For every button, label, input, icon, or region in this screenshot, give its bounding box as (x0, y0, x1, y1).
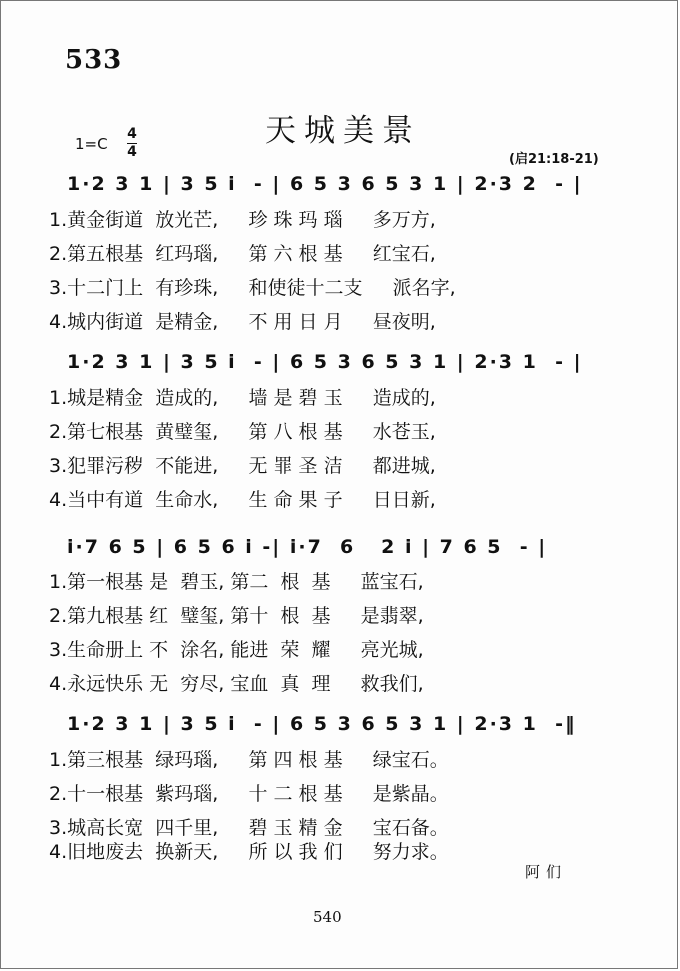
lyric-line: 2.第九根基 红 璧玺, 第十 根 基 是翡翠, (49, 605, 424, 627)
time-signature (127, 127, 137, 160)
scripture-reference: (启21:18-21) (509, 152, 599, 167)
notation-line: 1·2 3 1 | 3 5 i - | 6 5 3 6 5 3 1 | 2·3 2 - | (67, 173, 583, 195)
time-signature-top: 4 (127, 126, 137, 142)
lyric-line: 4.城内街道 是精金, 不 用 日 月 昼夜明, (49, 311, 436, 333)
lyric-line: 1.第一根基 是 碧玉, 第二 根 基 蓝宝石, (49, 571, 424, 593)
lyric-line: 1.黄金街道 放光芒, 珍 珠 玛 瑙 多万方, (49, 209, 436, 231)
notation-line: 1·2 3 1 | 3 5 i - | 6 5 3 6 5 3 1 | 2·3 1 - | (67, 351, 583, 373)
key-signature: 1=C (75, 135, 108, 153)
amen-text: 阿们 (525, 863, 568, 881)
page-number: 540 (313, 908, 342, 926)
notation-line: 1·2 3 1 | 3 5 i - | 6 5 3 6 5 3 1 | 2·3 1 -‖ (67, 713, 577, 735)
lyric-line: 2.第五根基 红玛瑙, 第 六 根 基 红宝石, (49, 243, 436, 265)
lyric-line: 2.第七根基 黄璧玺, 第 八 根 基 水苍玉, (49, 421, 436, 443)
lyric-line: 4.永远快乐 无 穷尽, 宝血 真 理 救我们, (49, 673, 424, 695)
lyric-line: 1.第三根基 绿玛瑙, 第 四 根 基 绿宝石。 (49, 749, 449, 771)
lyric-line: 3.犯罪污秽 不能进, 无 罪 圣 洁 都进城, (49, 455, 436, 477)
lyric-line: 2.十一根基 紫玛瑙, 十 二 根 基 是紫晶。 (49, 783, 449, 805)
song-title: 天城美景 (265, 113, 421, 149)
notation-line: i·7 6 5 | 6 5 6 i -| i·7 6 2 i | 7 6 5 - | (67, 536, 548, 558)
lyric-line: 3.十二门上 有珍珠, 和使徒十二支 派名字, (49, 277, 456, 299)
hymn-number: 533 (65, 45, 123, 75)
lyric-line: 4.当中有道 生命水, 生 命 果 子 日日新, (49, 489, 436, 511)
time-signature-bottom: 4 (127, 144, 137, 160)
lyric-line: 3.城高长宽 四千里, 碧 玉 精 金 宝石备。 (49, 817, 449, 839)
lyric-line: 4.旧地废去 换新天, 所 以 我 们 努力求。 (49, 841, 449, 863)
lyric-line: 1.城是精金 造成的, 墙 是 碧 玉 造成的, (49, 387, 436, 409)
lyric-line: 3.生命册上 不 涂名, 能进 荣 耀 亮光城, (49, 639, 424, 661)
